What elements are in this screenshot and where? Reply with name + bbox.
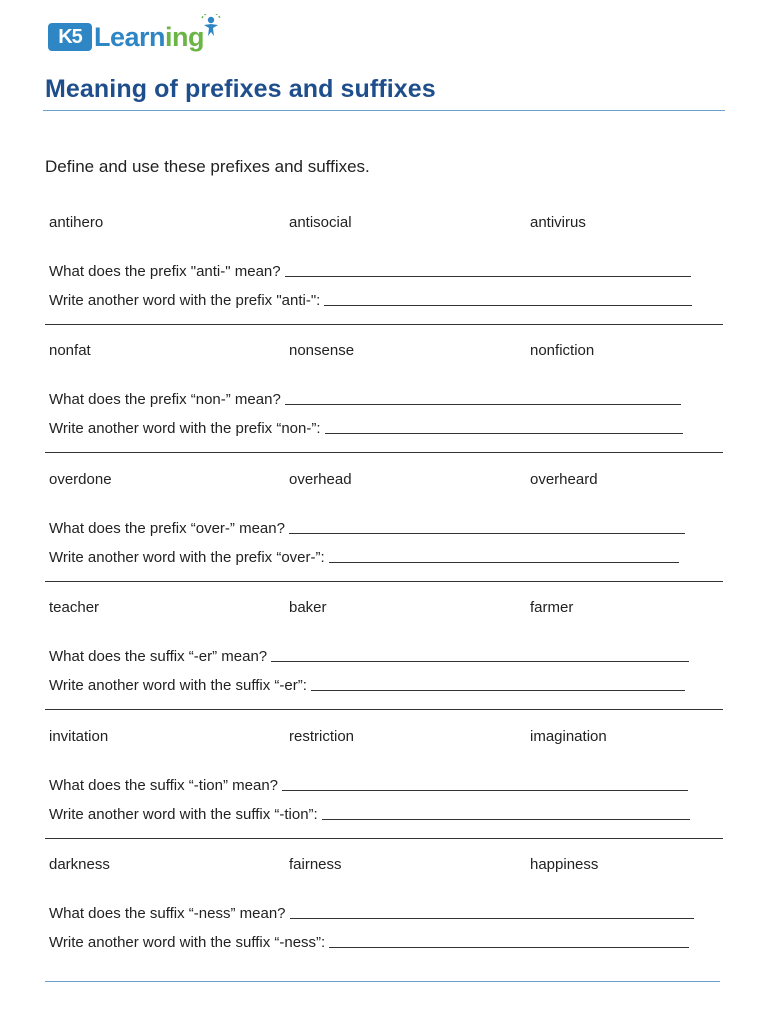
word-question [49, 549, 679, 566]
section-divider [45, 581, 723, 582]
meaning-question [49, 905, 694, 922]
example-word: baker [289, 599, 327, 616]
example-word: antivirus [530, 214, 586, 231]
meaning-question-label: What does the suffix “-tion” mean? [49, 777, 278, 794]
example-word: restriction [289, 728, 355, 745]
meaning-answer-blank[interactable] [282, 790, 688, 791]
meaning-question [49, 391, 681, 408]
meaning-question [49, 520, 685, 537]
word-answer-blank[interactable] [311, 690, 685, 691]
word-answer-blank[interactable] [322, 819, 690, 820]
footer-divider [45, 981, 720, 982]
word-question-label: Write another word with the suffix “-er”: [49, 677, 307, 694]
word-question-label: Write another word with the suffix “-ness”: [49, 934, 326, 951]
example-word: antisocial [289, 214, 352, 231]
example-word: darkness [49, 856, 110, 873]
word-row [49, 856, 725, 876]
example-word: nonsense [289, 342, 355, 359]
word-row [49, 471, 725, 491]
example-word: farmer [530, 599, 574, 616]
meaning-answer-blank[interactable] [285, 404, 681, 405]
section-divider [45, 324, 723, 325]
k5-learning-logo [48, 18, 204, 56]
meaning-answer-blank[interactable] [285, 276, 691, 277]
word-answer-blank[interactable] [324, 305, 692, 306]
instructions: Define and use these prefixes and suffixes. [45, 157, 370, 176]
word-answer-blank[interactable] [329, 947, 689, 948]
meaning-answer-blank[interactable] [271, 661, 689, 662]
title-divider [43, 110, 725, 111]
example-word: overdone [49, 471, 112, 488]
word-question [49, 934, 689, 951]
meaning-question [49, 648, 689, 665]
word-row [49, 342, 725, 362]
word-answer-blank[interactable] [325, 433, 683, 434]
meaning-question-label: What does the suffix “-er” mean? [49, 648, 268, 665]
word-question [49, 420, 683, 437]
word-row [49, 599, 725, 619]
section-divider [45, 838, 723, 839]
example-word: overhead [289, 471, 352, 488]
meaning-question-label: What does the prefix “non-” mean? [49, 391, 281, 408]
example-word: invitation [49, 728, 109, 745]
meaning-answer-blank[interactable] [290, 918, 694, 919]
example-word: nonfiction [530, 342, 595, 359]
word-question-label: Write another word with the prefix “over-”: [49, 549, 325, 566]
example-word: fairness [289, 856, 342, 873]
example-word: nonfat [49, 342, 91, 359]
logo-wordmark: Learning [94, 21, 205, 52]
word-row [49, 214, 725, 234]
word-row [49, 728, 725, 748]
logo-badge: K5 [48, 23, 92, 51]
meaning-answer-blank[interactable] [289, 533, 685, 534]
word-question-label: Write another word with the prefix “non-”: [49, 420, 321, 437]
meaning-question [49, 777, 688, 794]
example-word: overheard [530, 471, 598, 488]
page-title: Meaning of prefixes and suffixes [45, 75, 436, 103]
section-divider [45, 709, 723, 710]
word-question-label: Write another word with the prefix "anti-": [49, 292, 321, 309]
meaning-question-label: What does the suffix “-ness” mean? [49, 905, 286, 922]
example-word: imagination [530, 728, 607, 745]
example-word: teacher [49, 599, 100, 616]
section-divider [45, 452, 723, 453]
meaning-question [49, 263, 691, 280]
word-question-label: Write another word with the suffix “-tion”: [49, 806, 318, 823]
word-question [49, 292, 692, 309]
logo-figure-icon [198, 14, 224, 40]
word-question [49, 677, 685, 694]
meaning-question-label: What does the prefix “over-” mean? [49, 520, 285, 537]
word-answer-blank[interactable] [329, 562, 679, 563]
meaning-question-label: What does the prefix "anti-" mean? [49, 263, 281, 280]
word-question [49, 806, 690, 823]
example-word: antihero [49, 214, 104, 231]
example-word: happiness [530, 856, 599, 873]
